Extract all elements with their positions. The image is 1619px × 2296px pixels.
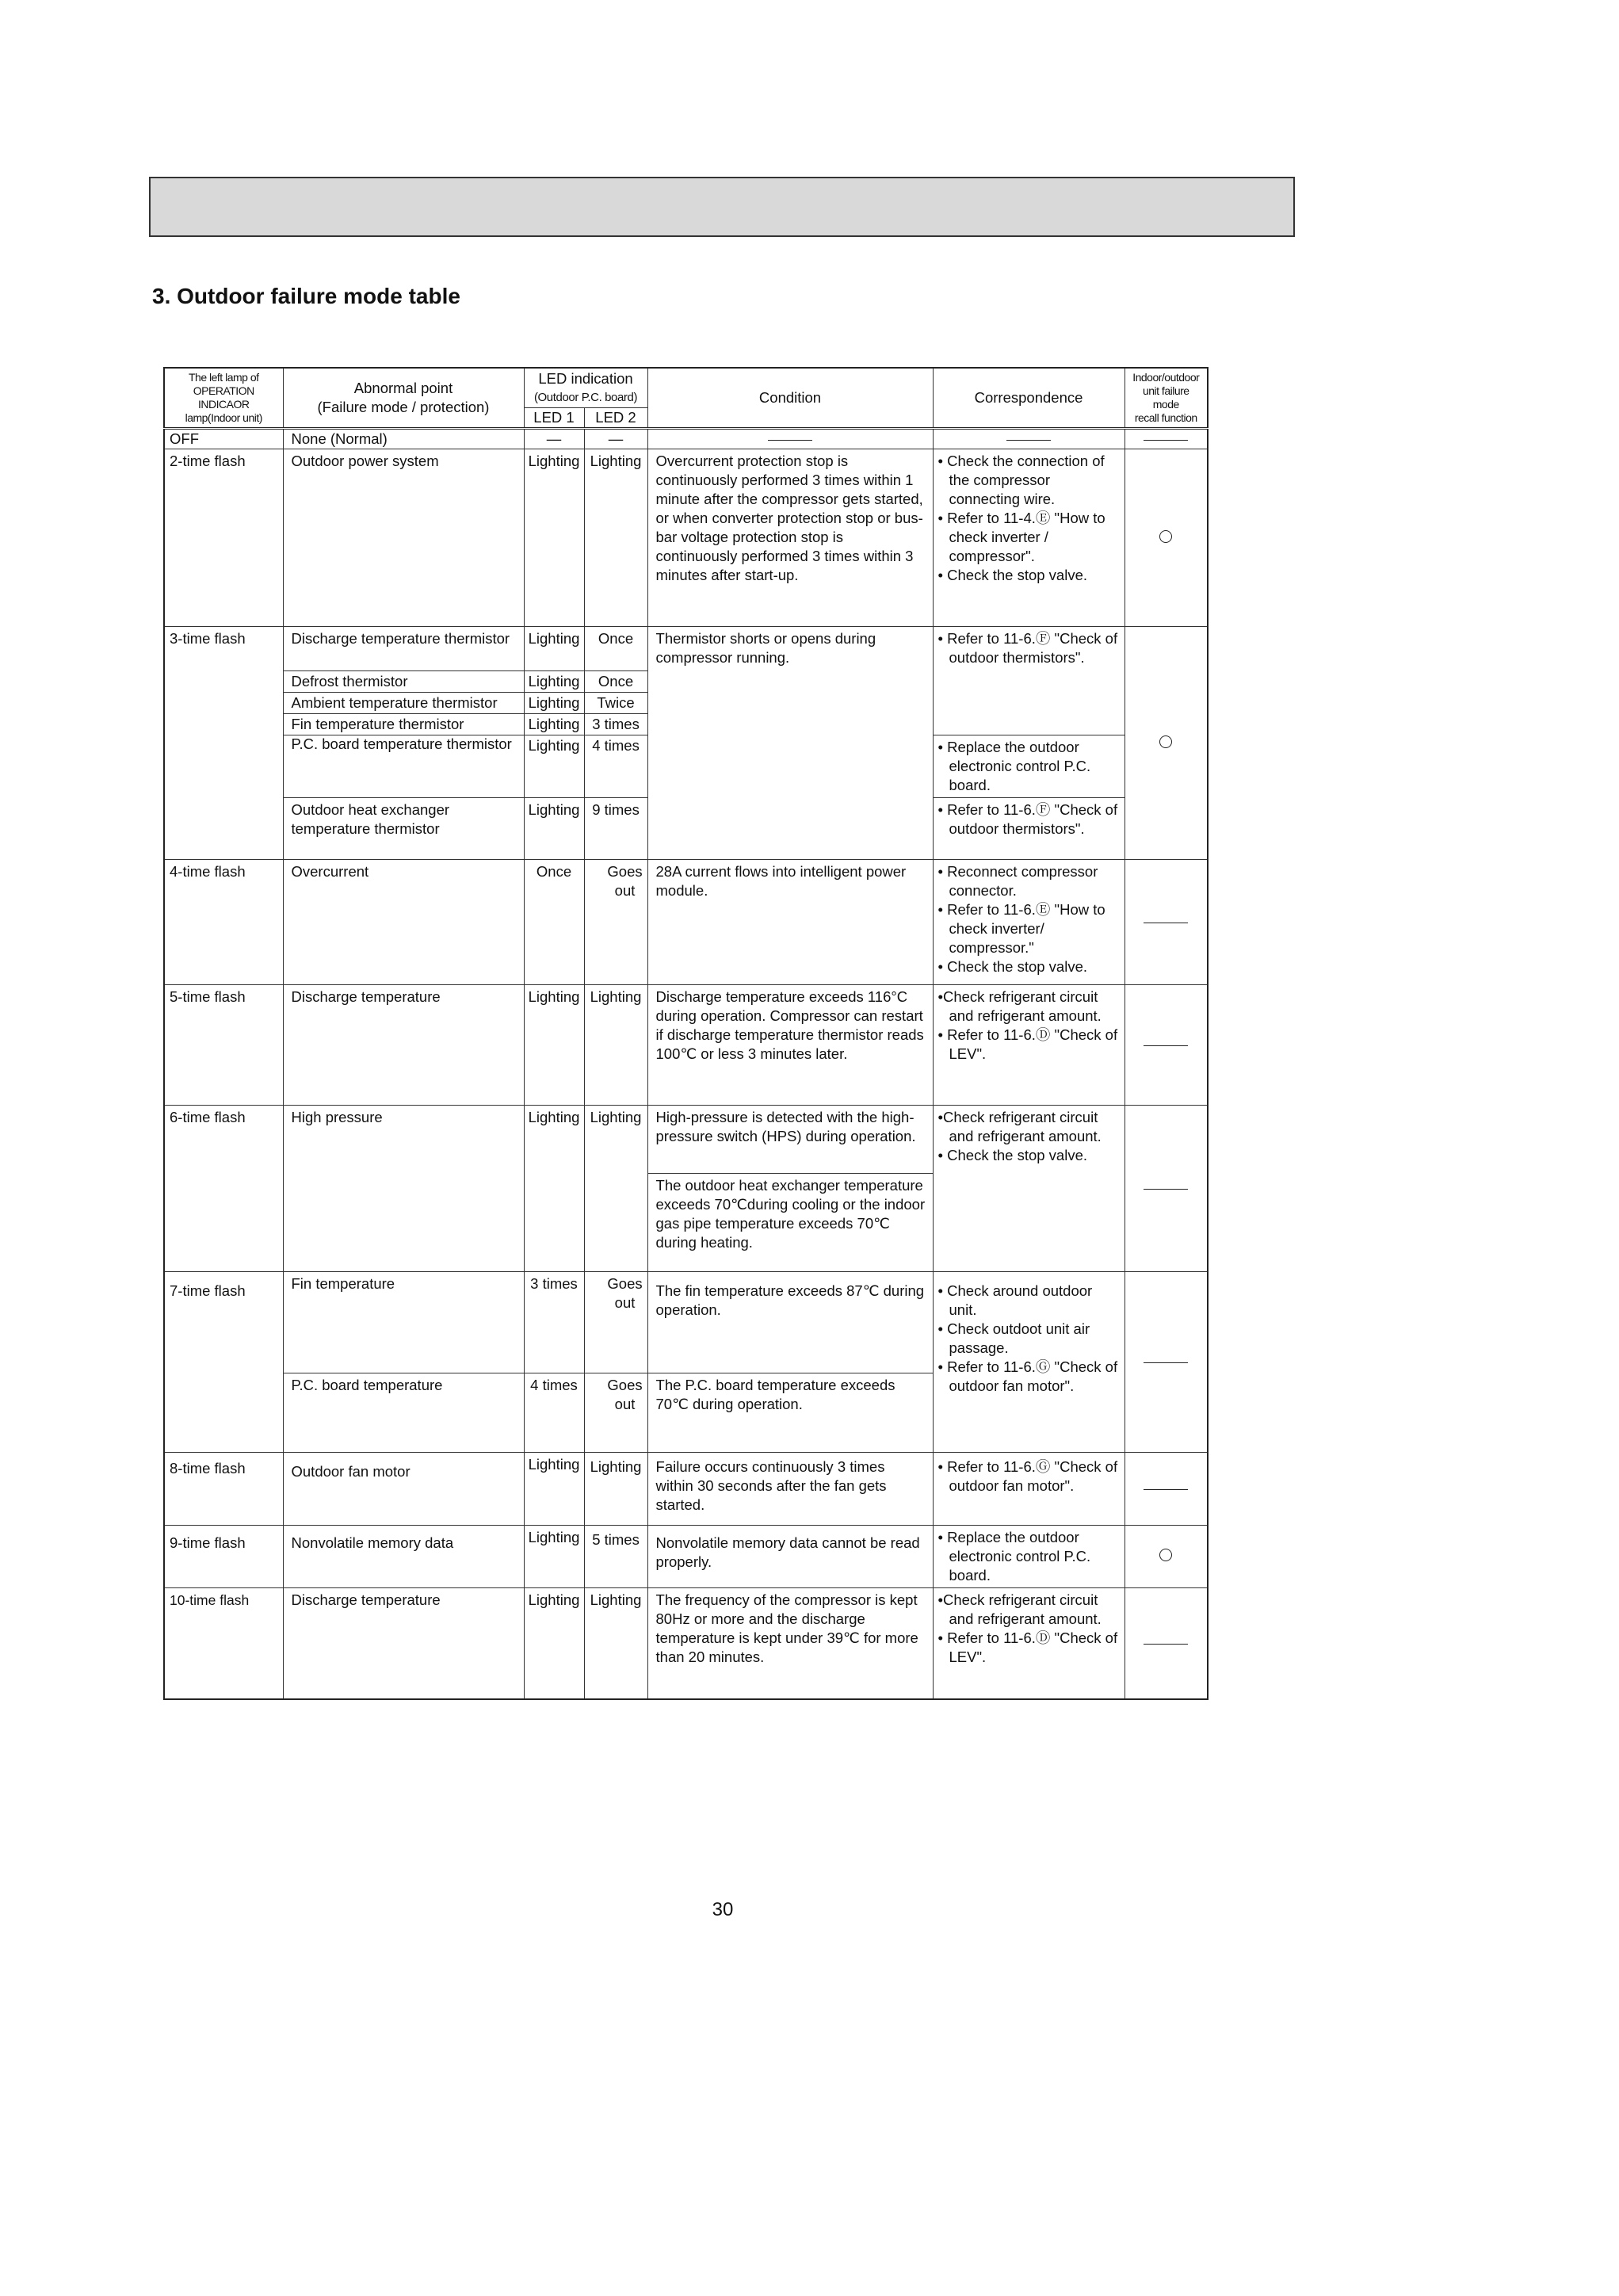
table-row	[164, 627, 1208, 671]
table-row	[164, 1106, 1208, 1174]
header-led1: LED 1	[524, 407, 584, 428]
correspondence-cell	[933, 627, 1125, 735]
led1-cell: Lighting	[524, 985, 584, 1106]
led1-cell: Once	[524, 860, 584, 985]
recall-circle-icon	[1159, 735, 1172, 748]
correspondence-item: • Refer to 11-6.Ⓓ "Check of LEV".	[937, 1629, 1118, 1665]
correspondence-item: • Reconnect compressor connector.	[937, 863, 1098, 899]
led1-cell: Lighting	[524, 671, 584, 693]
led1-cell: Lighting	[524, 798, 584, 860]
correspondence-cell	[933, 1588, 1125, 1699]
point-cell: None (Normal)	[283, 429, 524, 449]
correspondence-item: •Check refrigerant circuit and refrigerant amount.	[937, 988, 1102, 1024]
led2-cell: 4 times	[584, 735, 647, 798]
lamp-cell: 3-time flash	[164, 627, 283, 860]
lamp-cell: 9-time flash	[164, 1526, 283, 1588]
recall-cell	[1125, 860, 1208, 985]
recall-cell	[1125, 1453, 1208, 1526]
led2-cell: 9 times	[584, 798, 647, 860]
recall-cell	[1125, 985, 1208, 1106]
correspondence-cell	[933, 985, 1125, 1106]
led2-cell: Lighting	[584, 1106, 647, 1272]
led1-cell: Lighting	[524, 449, 584, 627]
led2-cell	[584, 860, 647, 985]
condition-cell	[647, 429, 933, 449]
table-row	[164, 860, 1208, 985]
lamp-cell: OFF	[164, 429, 283, 449]
header-recall-line3: recall function	[1134, 411, 1197, 424]
table-row	[164, 1588, 1208, 1699]
recall-circle-icon	[1159, 1549, 1172, 1561]
header-led-indication	[524, 368, 647, 407]
correspondence-cell	[933, 429, 1125, 449]
condition-cell: The fin temperature exceeds 87℃ during operation.	[647, 1272, 933, 1373]
dash-mark	[1006, 440, 1051, 441]
dash-mark	[1144, 1362, 1188, 1363]
header-recall-function	[1125, 368, 1208, 429]
correspondence-item: • Refer to 11-6.Ⓕ "Check of outdoor thermistors".	[937, 801, 1118, 837]
point-cell: Fin temperature	[283, 1272, 524, 1373]
led2-value: Goes out	[607, 1275, 643, 1311]
correspondence-item: •Check refrigerant circuit and refrigerant amount.	[937, 1109, 1102, 1144]
point-cell: Outdoor fan motor	[283, 1453, 524, 1526]
point-cell: P.C. board temperature thermistor	[283, 735, 524, 798]
correspondence-cell	[933, 1526, 1125, 1588]
recall-cell	[1125, 1106, 1208, 1272]
led2-cell: Lighting	[584, 985, 647, 1106]
correspondence-item: • Check around outdoor unit.	[937, 1282, 1093, 1318]
header-left-lamp-line2: OPERATION INDICAOR	[193, 384, 254, 411]
point-cell: Fin temperature thermistor	[283, 714, 524, 735]
led2-cell: Twice	[584, 693, 647, 714]
table-row	[164, 1272, 1208, 1373]
point-cell: P.C. board temperature	[283, 1373, 524, 1453]
correspondence-item: • Replace the outdoor electronic control P.C. board.	[937, 739, 1091, 793]
condition-cell: Discharge temperature exceeds 116°C during operation. Compressor can restart if discharge temperature thermistor reads 100℃ or less 3 minutes later.	[647, 985, 933, 1106]
correspondence-cell	[933, 860, 1125, 985]
dash-mark	[1144, 1045, 1188, 1046]
table-row	[164, 985, 1208, 1106]
led1-cell: 4 times	[524, 1373, 584, 1453]
header-left-lamp	[164, 368, 283, 429]
correspondence-item: • Refer to 11-6.Ⓔ "How to check inverter/ compressor."	[937, 901, 1105, 956]
led1-cell: Lighting	[524, 693, 584, 714]
correspondence-item: • Check the stop valve.	[937, 567, 1088, 583]
recall-cell	[1125, 429, 1208, 449]
header-abnormal-point	[283, 368, 524, 429]
header-abnormal-line2: (Failure mode / protection)	[317, 399, 490, 415]
header-led2: LED 2	[584, 407, 647, 428]
correspondence-cell	[933, 735, 1125, 798]
led1-cell: Lighting	[524, 1588, 584, 1699]
header-abnormal-line1: Abnormal point	[353, 380, 453, 396]
correspondence-item: • Refer to 11-6.Ⓓ "Check of LEV".	[937, 1026, 1118, 1062]
correspondence-item: • Check the connection of the compressor connecting wire.	[937, 453, 1105, 507]
condition-cell: 28A current flows into intelligent power module.	[647, 860, 933, 985]
led2-cell: Lighting	[584, 1453, 647, 1526]
led2-cell: 3 times	[584, 714, 647, 735]
recall-cell	[1125, 449, 1208, 627]
led1-cell: Lighting	[524, 1526, 584, 1588]
point-cell: Discharge temperature thermistor	[283, 627, 524, 671]
recall-cell	[1125, 1272, 1208, 1453]
correspondence-cell	[933, 1272, 1125, 1453]
header-condition: Condition	[647, 368, 933, 429]
lamp-cell: 8-time flash	[164, 1453, 283, 1526]
lamp-cell: 10-time flash	[164, 1588, 283, 1699]
condition-cell: Nonvolatile memory data cannot be read properly.	[647, 1526, 933, 1588]
lamp-cell: 5-time flash	[164, 985, 283, 1106]
condition-cell: The outdoor heat exchanger temperature exceeds 70℃during cooling or the indoor gas pipe temperature exceeds 70℃ during heating.	[647, 1174, 933, 1272]
led1-cell: Lighting	[524, 735, 584, 798]
condition-cell: The frequency of the compressor is kept 80Hz or more and the discharge temperature is kept under 39℃ for more than 20 minutes.	[647, 1588, 933, 1699]
correspondence-cell	[933, 1106, 1125, 1272]
table-row	[164, 449, 1208, 627]
correspondence-cell	[933, 798, 1125, 860]
correspondence-item: • Refer to 11-4.Ⓔ "How to check inverter / compressor".	[937, 510, 1105, 564]
section-title: 3. Outdoor failure mode table	[152, 284, 460, 308]
correspondence-item: •Check refrigerant circuit and refrigerant amount.	[937, 1591, 1102, 1627]
led2-cell: —	[584, 429, 647, 449]
condition-cell: Failure occurs continuously 3 times within 30 seconds after the fan gets started.	[647, 1453, 933, 1526]
led2-cell: Lighting	[584, 1588, 647, 1699]
point-cell: Discharge temperature	[283, 1588, 524, 1699]
led2-cell: 5 times	[584, 1526, 647, 1588]
correspondence-item: • Refer to 11-6.Ⓖ "Check of outdoor fan motor".	[937, 1358, 1118, 1394]
dash-mark	[1144, 1489, 1188, 1490]
led2-cell: Lighting	[584, 449, 647, 627]
recall-cell	[1125, 1588, 1208, 1699]
point-cell: Outdoor heat exchanger temperature thermistor	[283, 798, 524, 860]
header-left-lamp-line3: lamp(Indoor unit)	[185, 411, 262, 424]
led2-cell	[584, 1373, 647, 1453]
table-row	[164, 429, 1208, 449]
point-cell: Overcurrent	[283, 860, 524, 985]
led1-cell: Lighting	[524, 627, 584, 671]
lamp-cell: 7-time flash	[164, 1272, 283, 1453]
correspondence-item: • Refer to 11-6.Ⓕ "Check of outdoor thermistors".	[937, 630, 1118, 666]
header-recall-line1: Indoor/outdoor	[1132, 371, 1200, 384]
page-number: 30	[712, 1899, 734, 1920]
dash-mark	[768, 440, 812, 441]
failure-mode-table-wrap	[163, 367, 1207, 1700]
header-led-board: (Outdoor P.C. board)	[533, 391, 638, 405]
condition-cell: High-pressure is detected with the high-pressure switch (HPS) during operation.	[647, 1106, 933, 1174]
point-cell: High pressure	[283, 1106, 524, 1272]
header-correspondence: Correspondence	[933, 368, 1125, 429]
table-row	[164, 1453, 1208, 1526]
correspondence-cell	[933, 449, 1125, 627]
led1-cell: Lighting	[524, 714, 584, 735]
dash-mark	[1144, 440, 1188, 441]
led2-value: Goes out	[607, 1377, 643, 1412]
header-row	[164, 368, 1208, 407]
recall-cell	[1125, 1526, 1208, 1588]
led2-cell: Once	[584, 627, 647, 671]
led1-cell: 3 times	[524, 1272, 584, 1373]
recall-circle-icon	[1159, 530, 1172, 543]
header-banner	[149, 177, 1295, 237]
condition-cell: The P.C. board temperature exceeds 70℃ during operation.	[647, 1373, 933, 1453]
lamp-cell: 2-time flash	[164, 449, 283, 627]
recall-cell	[1125, 627, 1208, 860]
condition-cell: Thermistor shorts or opens during compressor running.	[647, 627, 933, 860]
lamp-cell: 6-time flash	[164, 1106, 283, 1272]
header-left-lamp-line1: The left lamp of	[189, 371, 259, 384]
dash-mark	[1144, 1189, 1188, 1190]
correspondence-cell	[933, 1453, 1125, 1526]
header-led-indication-label: LED indication	[538, 370, 633, 388]
header-recall-line2: unit failure mode	[1142, 384, 1189, 411]
point-cell: Defrost thermistor	[283, 671, 524, 693]
led2-value: Goes out	[607, 863, 643, 899]
led1-cell: Lighting	[524, 1106, 584, 1272]
outdoor-failure-mode-table	[163, 367, 1209, 1700]
table-row	[164, 1526, 1208, 1588]
correspondence-item: • Check the stop valve.	[937, 958, 1088, 975]
lamp-cell: 4-time flash	[164, 860, 283, 985]
correspondence-item: • Refer to 11-6.Ⓖ "Check of outdoor fan motor".	[937, 1458, 1118, 1494]
correspondence-item: • Replace the outdoor electronic control P.C. board.	[937, 1529, 1091, 1584]
point-cell: Discharge temperature	[283, 985, 524, 1106]
dash-mark	[1144, 1644, 1188, 1645]
led2-cell	[584, 1272, 647, 1373]
point-cell: Nonvolatile memory data	[283, 1526, 524, 1588]
correspondence-item: • Check outdoot unit air passage.	[937, 1320, 1090, 1356]
correspondence-item: • Check the stop valve.	[937, 1147, 1088, 1163]
led1-cell: —	[524, 429, 584, 449]
led1-cell: Lighting	[524, 1453, 584, 1526]
point-cell: Ambient temperature thermistor	[283, 693, 524, 714]
led2-cell: Once	[584, 671, 647, 693]
condition-cell: Overcurrent protection stop is continuously performed 3 times within 1 minute after the compressor gets started, or when converter protection stop or bus-bar voltage protection stop is continuously performed 3 times within 3 minutes after start-up.	[647, 449, 933, 627]
point-cell: Outdoor power system	[283, 449, 524, 627]
